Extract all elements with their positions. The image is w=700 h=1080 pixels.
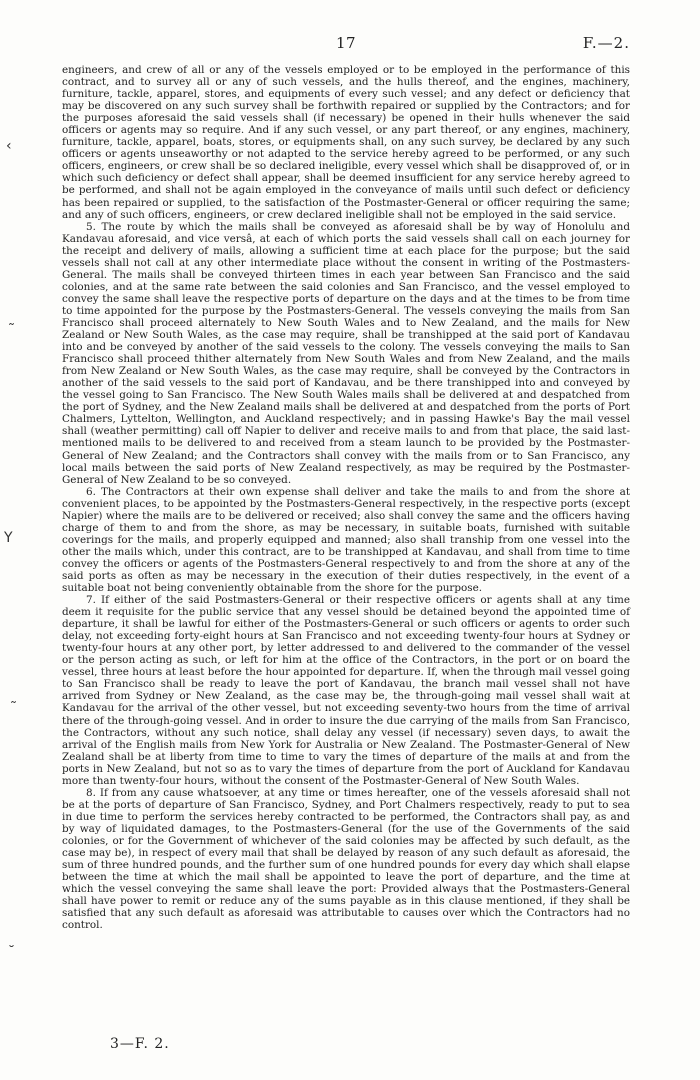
margin-tick-mark: ˘ xyxy=(8,944,15,960)
paragraph-clause-6: 6. The Contractors at their own expense shall deliver and take the mails to and from the shore at convenient places, to be appointed by the Postmasters-General respectively, in the respective ports (except Napier) where the mails are to be delivered or received; also shall convey the same and the officers having charge of them to and from the shore, as may be necessary, in suitable boats, furnished with suitable coverings for the mails, and properly equipped and manned; also shall tranship from one vessel into the other the mails which, under this contract, are to be transhipped at Kandavau, and shall from time to time convey the officers or agents of the Postmasters-General respectively to and from the shore at any of the said ports as often as may be necessary in the execution of their duties respectively, in the event of a suitable boat not being conveniently obtainable from the shore for the purpose. xyxy=(62,485,630,595)
margin-tick-mark: ˜ xyxy=(8,322,15,338)
paragraph-clause-7: 7. If either of the said Postmasters-General or their respective officers or agents shall at any time deem it requisite for the public service that any vessel should be detained beyond the appointed time of departure, it shall be lawful for either of the Postmasters-General or such officers or agents to order such delay, not exceeding forty-eight hours at San Francisco and not exceeding twenty-four hours at Sydney or twenty-four hours at any other port, by letter addressed to and delivered to the commander of the vessel or the person acting as such, or left for him at the office of the Contractors, in the port or on board the vessel, three hours at least before the hour appointed for departure. If, when the through mail vessel going to San Francisco shall be ready to leave the port of Kandavau, the branch mail vessel shall not have arrived from Sydney or New Zealand, as the case may be, the through-going mail vessel shall wait at Kandavau for the arrival of the other vessel, but not exceeding seventy-two hours from the time of arrival there of the through-going vessel. And in order to insure the due carrying of the mails from San Francisco, the Contractors, without any such notice, shall delay any vessel (if necessary) seven days, to await the arrival of the English mails from New York for Australia or New Zealand. The Postmaster-General of New Zealand shall be at liberty from time to time to vary the times of departure of the mails at and from the ports in New Zealand, but not so as to vary the times of departure from the port of Auckland for Kandavau more than twenty-four hours, without the consent of the Postmaster-General of New South Wales. xyxy=(62,594,630,787)
margin-tick-mark: ‹ xyxy=(6,138,12,154)
paragraph-continuation: engineers, and crew of all or any of the vessels employed or to be employed in the performance of this contract, and to survey all or any of such vessels, and the hulls thereof, and the engines, machinery, furniture, tackle, apparel, stores, and equipments of every such vessel; and any defect or deficiency that may be discovered on any such survey shall be forthwith repaired or supplied by the Contractors; and for the purposes aforesaid the said vessels shall (if necessary) be opened in their hulls whenever the said officers or agents may so require. And if any such vessel, or any part thereof, or any engines, machinery, furniture, tackle, apparel, boats, stores, or equipments shall, on any such survey, be declared by any such officers or agents unseaworthy or not adapted to the service hereby agreed to be performed, or any such officers, engineers, or crew shall be so declared ineligible, every vessel which shall be disapproved of, or in which such deficiency or defect shall appear, shall be deemed insufficient for any service hereby agreed to be performed, and shall not be again employed in the conveyance of mails until such defect or deficiency has been repaired or supplied, to the satisfaction of the Postmaster-General or officer requiring the same; and any of such officers, engineers, or crew declared ineligible shall not be employed in the said service. xyxy=(62,64,630,221)
paragraph-clause-5: 5. The route by which the mails shall be conveyed as aforesaid shall be by way of Honolulu and Kandavau aforesaid, and vice versâ, at each of which ports the said vessels shall call on each journey for the receipt and delivery of mails, allowing a sufficient time at each place for the purpose; but the said vessels shall not call at any other intermediate place without the consent in writing of the Postmasters-General. The mails shall be conveyed thirteen times in each year between San Francisco and the said colonies, and at the same rate between the said colonies and San Francisco, and the vessel employed to convey the same shall leave the respective ports of departure on the days and at the times to be from time to time appointed for the purpose by the Postmasters-General. The vessels conveying the mails from San Francisco shall proceed alternately to New South Wales and to New Zealand, and the mails for New Zealand or New South Wales, as the case may require, shall be transhipped at the said port of Kandavau into and be conveyed by another of the said vessels to the colony. The vessels conveying the mails to San Francisco shall proceed thither alternately from New South Wales and from New Zealand, and the mails from New Zealand or New South Wales, as the case may require, shall be conveyed by the Contractors in another of the said vessels to the said port of Kandavau, and be there transhipped into and conveyed by the vessel going to San Francisco. The New South Wales mails shall be delivered at and despatched from the port of Sydney, and the New Zealand mails shall be delivered at and despatched from the ports of Port Chalmers, Lyttelton, Wellington, and Auckland respectively; and in passing Hawke's Bay the mail vessel shall (weather permitting) call off Napier to deliver and receive mails to and from that place, the said last-mentioned mails to be delivered to and received from a steam launch to be provided by the Postmaster-General of New Zealand; and the Contractors shall convey with the mails from or to San Francisco, any local mails between the said ports of New Zealand respectively, as may be required by the Postmaster-General of New Zealand to be so conveyed. xyxy=(62,220,630,486)
document-reference: F.—2. xyxy=(582,34,630,52)
paragraph-clause-8: 8. If from any cause whatsoever, at any time or times hereafter, one of the vessels aforesaid shall not be at the ports of departure of San Francisco, Sydney, and Port Chalmers respectively, ready to put to sea in due time to perform the services hereby contracted to be performed, the Contractors shall pay, as and by way of liquidated damages, to the Postmasters-General (for the use of the Governments of the said colonies, or for the Government of whichever of the said colonies may be affected by such default, as the case may be), in respect of every mail that shall be delayed by reason of any such default as aforesaid, the sum of three hundred pounds, and the further sum of one hundred pounds for every day which shall elapse between the time at which the mail shall be appointed to leave the port of departure, and the time at which the vessel conveying the same shall leave the port: Provided always that the Postmasters-General shall have power to remit or reduce any of the sums payable as in this clause mentioned, if they shall be satisfied that any such default as aforesaid was attributable to causes over which the Contractors had no control. xyxy=(62,786,630,932)
margin-tick-mark: ˜ xyxy=(10,700,17,716)
signature-mark: 3—F. 2. xyxy=(110,1036,170,1052)
page-number: 17 xyxy=(335,34,357,52)
margin-tick-mark: Y xyxy=(4,530,13,546)
page-header xyxy=(62,34,630,54)
body-text xyxy=(62,64,630,931)
